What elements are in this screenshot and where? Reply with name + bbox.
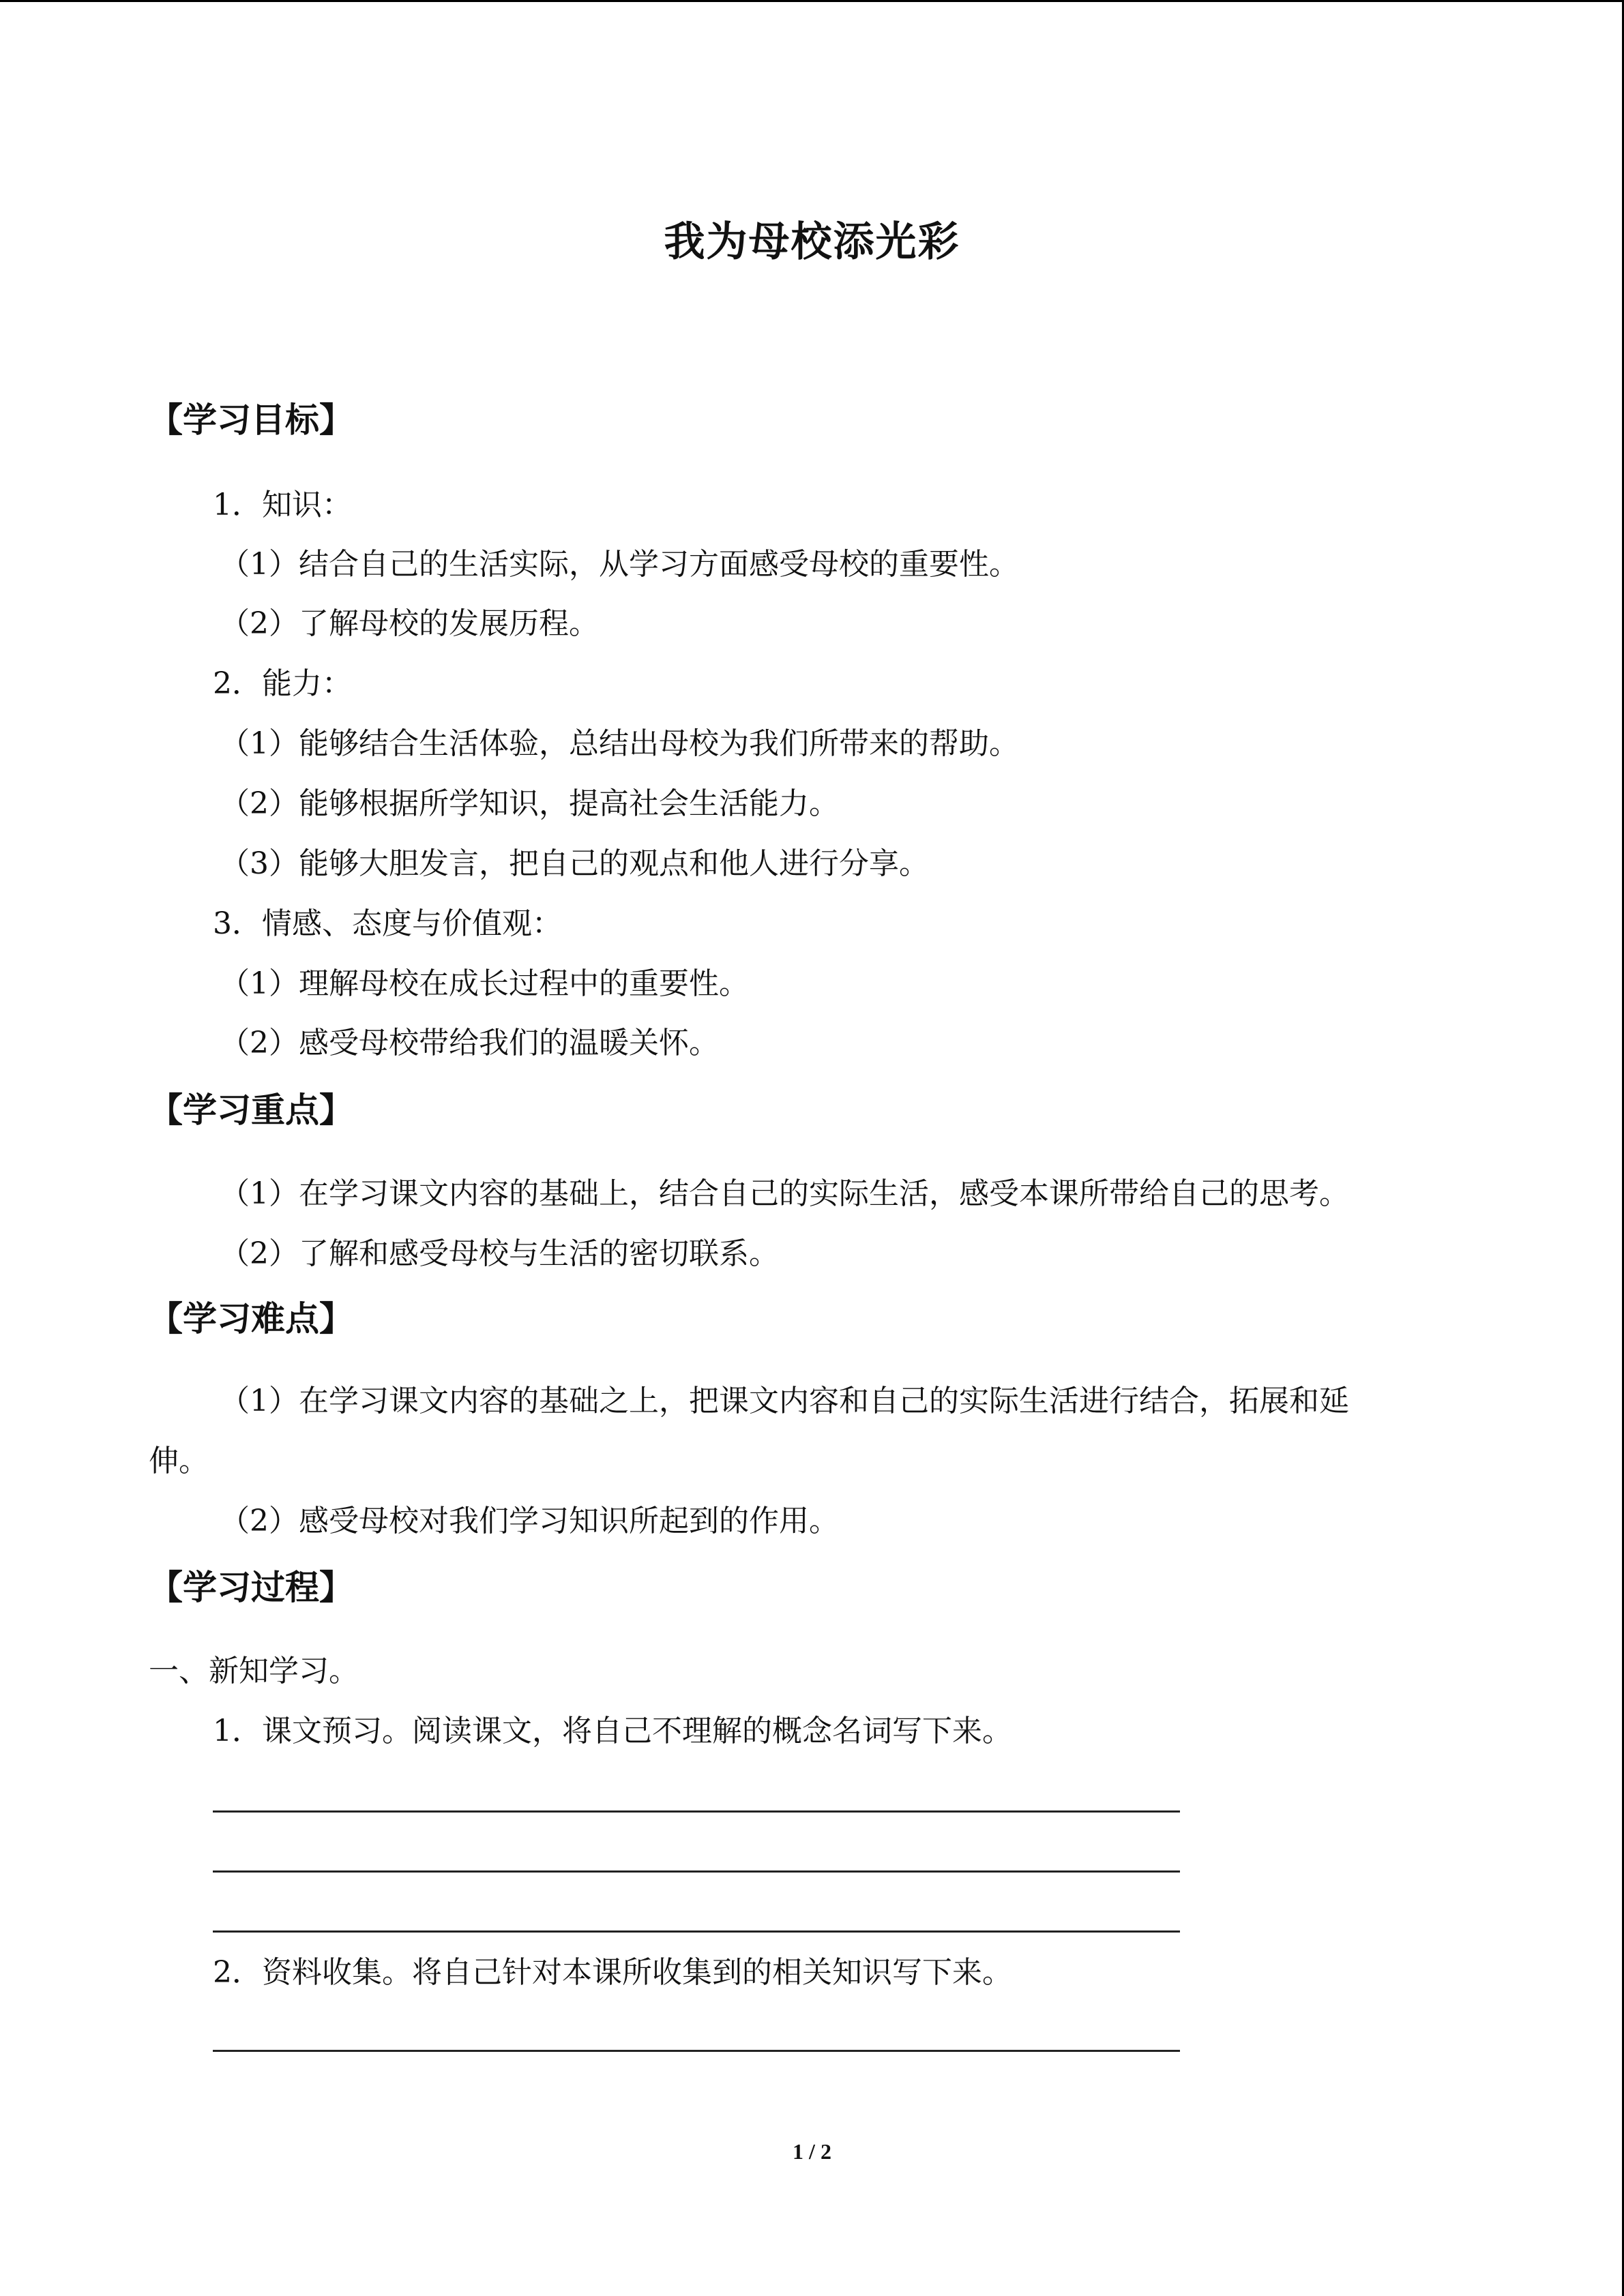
ability-label: 2．能力： xyxy=(213,666,352,701)
knowledge-label: 1．知识： xyxy=(213,488,352,522)
answer-line-2[interactable] xyxy=(213,1870,1180,1873)
emotion-item-1: （1）理解母校在成长过程中的重要性。 xyxy=(220,966,749,1001)
ability-item-1: （1）能够结合生活体验，总结出母校为我们所带来的帮助。 xyxy=(220,726,1019,761)
heading-learning-process: 【学习过程】 xyxy=(149,1568,353,1607)
difficulty-1-line-2: 伸。 xyxy=(149,1444,209,1478)
answer-line-4[interactable] xyxy=(213,2050,1180,2052)
knowledge-item-1: （1）结合自己的生活实际，从学习方面感受母校的重要性。 xyxy=(220,547,1019,582)
page-title: 我为母校添光彩 xyxy=(664,218,960,266)
answer-line-1[interactable] xyxy=(213,1810,1180,1813)
step-preview: 1．课文预习。阅读课文，将自己不理解的概念名词写下来。 xyxy=(213,1714,1012,1748)
answer-line-3[interactable] xyxy=(213,1930,1180,1933)
heading-key-points: 【学习重点】 xyxy=(149,1090,353,1130)
heading-learning-goals: 【学习目标】 xyxy=(149,400,353,440)
knowledge-item-2: （2）了解母校的发展历程。 xyxy=(220,606,599,641)
step-collect: 2．资料收集。将自己针对本课所收集到的相关知识写下来。 xyxy=(213,1955,1012,1990)
page-number: 1 / 2 xyxy=(793,2139,831,2164)
key-point-2: （2）了解和感受母校与生活的密切联系。 xyxy=(220,1236,779,1271)
heading-difficulties: 【学习难点】 xyxy=(149,1299,353,1339)
ability-item-3: （3）能够大胆发言，把自己的观点和他人进行分享。 xyxy=(220,846,929,881)
key-point-1: （1）在学习课文内容的基础上，结合自己的实际生活，感受本课所带给自己的思考。 xyxy=(220,1176,1349,1211)
emotion-item-2: （2）感受母校带给我们的温暖关怀。 xyxy=(220,1026,719,1060)
section-new-knowledge: 一、新知学习。 xyxy=(149,1654,359,1688)
ability-item-2: （2）能够根据所学知识，提高社会生活能力。 xyxy=(220,786,839,821)
difficulty-1-line-1: （1）在学习课文内容的基础之上，把课文内容和自己的实际生活进行结合，拓展和延 xyxy=(220,1384,1349,1418)
emotion-label: 3．情感、态度与价值观： xyxy=(213,906,562,941)
difficulty-2: （2）感受母校对我们学习知识所起到的作用。 xyxy=(220,1504,839,1538)
